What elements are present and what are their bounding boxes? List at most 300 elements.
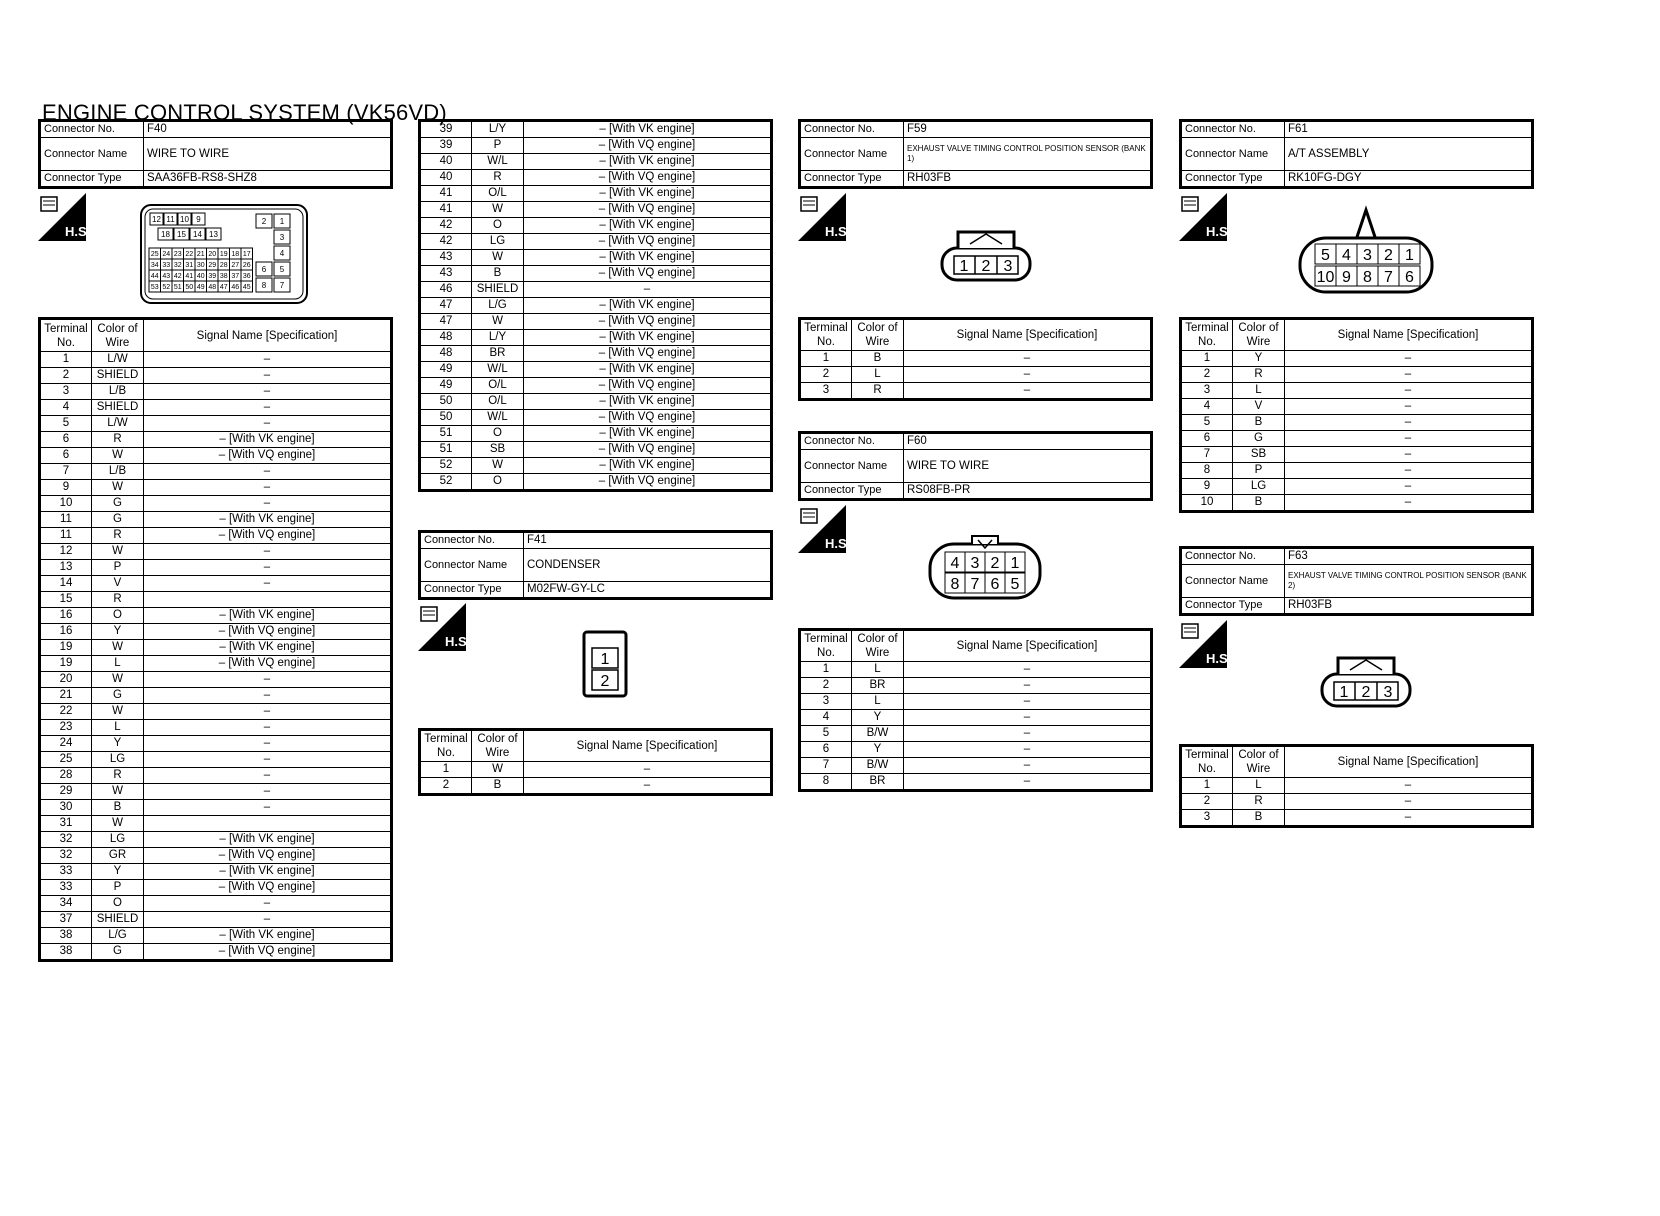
table-row — [420, 426, 772, 442]
terminal-no-header: Terminal No. — [420, 730, 472, 762]
signal-name-cell: – — [904, 694, 1152, 710]
terminal-no-cell: 22 — [40, 704, 92, 720]
signal-name-cell: – — [144, 800, 392, 816]
terminal-no-header: Terminal No. — [1181, 746, 1233, 778]
wire-color-cell: P — [1233, 463, 1285, 479]
signal-name-cell: – — [1285, 367, 1533, 383]
table-row — [40, 368, 392, 384]
pin-2: 2 — [981, 258, 991, 275]
table-row — [1181, 431, 1533, 447]
terminal-no-cell: 3 — [1181, 383, 1233, 399]
pin-number: 25 — [150, 251, 159, 259]
wire-color-cell: W — [92, 784, 144, 800]
table-row — [40, 544, 392, 560]
f63-rows — [1181, 778, 1533, 827]
signal-name-cell: – [With VK engine] — [144, 864, 392, 880]
f60-info-table — [798, 431, 1153, 501]
table-row — [420, 218, 772, 234]
table-row — [40, 656, 392, 672]
wire-color-cell: L/W — [92, 352, 144, 368]
table-row — [420, 346, 772, 362]
pin-number: 36 — [242, 273, 251, 281]
wire-color-cell: R — [1233, 794, 1285, 810]
hs-icon — [1179, 193, 1232, 241]
wire-color-cell: B — [472, 266, 524, 282]
table-row — [40, 816, 392, 832]
f40-cont-section — [418, 119, 770, 492]
table-row — [420, 121, 772, 138]
terminal-no-cell: 2 — [800, 678, 852, 694]
table-row — [40, 592, 392, 608]
table-row — [420, 314, 772, 330]
wire-color-cell: G — [92, 944, 144, 961]
pin-number: 41 — [185, 273, 194, 281]
pin-1: 1 — [959, 258, 969, 275]
pin-number: 34 — [150, 262, 159, 270]
wire-color-cell: B — [1233, 810, 1285, 827]
table-row — [40, 880, 392, 896]
pin-1: 1 — [600, 651, 610, 668]
terminal-no-cell: 8 — [1181, 463, 1233, 479]
wire-color-cell: B — [1233, 415, 1285, 431]
signal-name-cell: – [With VK engine] — [144, 928, 392, 944]
signal-name-cell: – — [144, 704, 392, 720]
wire-color-cell: R — [852, 383, 904, 400]
pin-number: 2 — [1384, 246, 1393, 264]
table-row — [420, 474, 772, 491]
pin-number: 30 — [196, 262, 205, 270]
pin-number: 8 — [1363, 268, 1372, 286]
connector-name-value: CONDENSER — [524, 549, 772, 582]
f59-connector-face — [940, 226, 1032, 284]
connector-no-value: F41 — [524, 532, 772, 549]
terminal-no-cell: 5 — [40, 416, 92, 432]
signal-name-cell: – [With VK engine] — [144, 640, 392, 656]
table-row — [420, 362, 772, 378]
hs-label: H.S. — [1206, 224, 1232, 239]
table-row — [40, 720, 392, 736]
wire-color-cell: SB — [1233, 447, 1285, 463]
wire-color-cell: L/B — [92, 464, 144, 480]
terminal-no-cell: 33 — [40, 880, 92, 896]
signal-name-cell: – — [904, 774, 1152, 791]
table-row — [40, 704, 392, 720]
table-row — [40, 496, 392, 512]
wire-color-cell: G — [92, 496, 144, 512]
signal-name-cell: – [With VK engine] — [524, 154, 772, 170]
terminal-no-cell: 3 — [40, 384, 92, 400]
table-row — [800, 678, 1152, 694]
f61-terminal-section — [1179, 317, 1531, 513]
terminal-no-cell: 19 — [40, 640, 92, 656]
pin-number: 8 — [261, 280, 267, 290]
pin-number: 9 — [196, 214, 201, 224]
page-title: ENGINE CONTROL SYSTEM (VK56VD) — [42, 100, 447, 125]
signal-name-cell: – — [524, 282, 772, 298]
table-row — [40, 352, 392, 368]
pin-number: 42 — [173, 273, 182, 281]
terminal-no-header: Terminal No. — [1181, 319, 1233, 351]
terminal-no-cell: 1 — [420, 762, 472, 778]
terminal-no-cell: 9 — [40, 480, 92, 496]
pin-number: 53 — [150, 284, 159, 292]
table-row — [800, 758, 1152, 774]
table-row — [40, 480, 392, 496]
wire-color-cell: Y — [92, 624, 144, 640]
pin-number: 4 — [279, 248, 285, 258]
table-row — [420, 282, 772, 298]
pin-number: 5 — [1010, 575, 1020, 593]
pin-number: 5 — [279, 264, 285, 274]
wire-color-cell: W — [92, 704, 144, 720]
signal-name-cell: – [With VK engine] — [524, 426, 772, 442]
pin-number: 29 — [208, 262, 217, 270]
signal-name-cell: – [With VQ engine] — [524, 314, 772, 330]
f59-terminal-table — [798, 317, 1153, 401]
pin-number: 11 — [166, 214, 175, 224]
terminal-no-cell: 48 — [420, 330, 472, 346]
pin-number: 21 — [196, 251, 205, 259]
wire-color-cell: O — [472, 474, 524, 491]
table-row — [40, 608, 392, 624]
signal-name-cell: – — [1285, 431, 1533, 447]
terminal-no-cell: 29 — [40, 784, 92, 800]
f41-section — [418, 530, 770, 600]
pin-number: 6 — [261, 264, 267, 274]
table-row — [800, 694, 1152, 710]
connector-no-label: Connector No. — [1181, 548, 1285, 565]
terminal-no-cell: 3 — [800, 383, 852, 400]
wire-color-cell: V — [92, 576, 144, 592]
wire-color-cell: B/W — [852, 726, 904, 742]
pin-3: 3 — [1383, 684, 1393, 701]
terminal-no-cell: 49 — [420, 378, 472, 394]
table-row — [1181, 463, 1533, 479]
signal-name-cell: – — [144, 368, 392, 384]
color-of-wire-header: Color of Wire — [852, 630, 904, 662]
terminal-no-cell: 3 — [800, 694, 852, 710]
pin-number: 47 — [219, 284, 228, 292]
wire-color-cell: W/L — [472, 154, 524, 170]
pin-number: 50 — [185, 284, 194, 292]
connector-no-label: Connector No. — [800, 121, 904, 138]
color-of-wire-header: Color of Wire — [472, 730, 524, 762]
connector-name-label: Connector Name — [40, 138, 144, 171]
terminal-no-cell: 7 — [40, 464, 92, 480]
signal-name-cell: – [With VK engine] — [524, 394, 772, 410]
terminal-no-cell: 4 — [800, 710, 852, 726]
wire-color-cell: SHIELD — [92, 400, 144, 416]
connector-type-label: Connector Type — [800, 483, 904, 500]
pin-number: 3 — [1363, 246, 1372, 264]
terminal-no-cell: 6 — [800, 742, 852, 758]
terminal-no-cell: 1 — [800, 351, 852, 367]
wire-color-cell: B — [1233, 495, 1285, 512]
wire-color-cell: W — [92, 672, 144, 688]
f63-terminal-table — [1179, 744, 1534, 828]
wire-color-cell: W/L — [472, 362, 524, 378]
pin-number: 39 — [208, 273, 217, 281]
pin-3: 3 — [1003, 258, 1013, 275]
signal-name-cell: – — [904, 758, 1152, 774]
pin-number: 17 — [242, 251, 251, 259]
f60-connector-face — [928, 534, 1042, 600]
pin-number: 9 — [1342, 268, 1351, 286]
pin-number: 1 — [1405, 246, 1414, 264]
connector-no-value: F60 — [904, 433, 1152, 450]
f63-info-table — [1179, 546, 1534, 616]
signal-name-cell: – — [1285, 351, 1533, 367]
terminal-no-cell: 12 — [40, 544, 92, 560]
hs-label: H.S. — [65, 224, 91, 239]
terminal-no-cell: 2 — [800, 367, 852, 383]
signal-name-cell: – — [1285, 399, 1533, 415]
connector-type-label: Connector Type — [40, 171, 144, 188]
wire-color-cell: L — [92, 720, 144, 736]
wire-color-cell: R — [92, 592, 144, 608]
wire-color-cell: L/Y — [472, 121, 524, 138]
table-row — [1181, 383, 1533, 399]
table-row — [800, 662, 1152, 678]
f61-info-table — [1179, 119, 1534, 189]
table-row — [1181, 447, 1533, 463]
wire-color-cell: W — [472, 314, 524, 330]
pin-number: 26 — [242, 262, 251, 270]
pin-number: 14 — [193, 229, 202, 239]
f41-connector-face — [582, 630, 630, 700]
signal-name-cell — [144, 592, 392, 608]
pin-number: 3 — [279, 232, 285, 242]
signal-name-cell: – — [144, 688, 392, 704]
connector-name-label: Connector Name — [1181, 138, 1285, 171]
table-row — [40, 432, 392, 448]
wire-color-cell: W — [92, 640, 144, 656]
table-row — [420, 250, 772, 266]
connector-type-value: RK10FG-DGY — [1285, 171, 1533, 188]
signal-name-cell: – [With VK engine] — [144, 512, 392, 528]
table-row — [1181, 367, 1533, 383]
table-row — [1181, 351, 1533, 367]
pin-number: 48 — [208, 284, 217, 292]
wire-color-cell: W — [92, 480, 144, 496]
connector-type-value: SAA36FB-RS8-SHZ8 — [144, 171, 392, 188]
signal-name-cell: – — [144, 496, 392, 512]
terminal-no-cell: 9 — [1181, 479, 1233, 495]
table-row — [800, 383, 1152, 400]
signal-name-header: Signal Name [Specification] — [1285, 319, 1533, 351]
terminal-no-cell: 30 — [40, 800, 92, 816]
terminal-no-cell: 11 — [40, 528, 92, 544]
pin-number: 46 — [231, 284, 240, 292]
terminal-no-cell: 49 — [420, 362, 472, 378]
terminal-no-cell: 8 — [800, 774, 852, 791]
hs-label: H.S. — [825, 224, 851, 239]
terminal-no-cell: 2 — [40, 368, 92, 384]
wire-color-cell: R — [1233, 367, 1285, 383]
wire-color-cell: O/L — [472, 378, 524, 394]
color-of-wire-header: Color of Wire — [852, 319, 904, 351]
table-row — [40, 576, 392, 592]
table-row — [420, 202, 772, 218]
terminal-no-cell: 6 — [40, 448, 92, 464]
wire-color-cell: O/L — [472, 394, 524, 410]
connector-name-label: Connector Name — [420, 549, 524, 582]
f59-rows — [800, 351, 1152, 400]
wire-color-cell: SHIELD — [92, 912, 144, 928]
color-of-wire-header: Color of Wire — [1233, 746, 1285, 778]
signal-name-cell: – — [144, 912, 392, 928]
signal-name-cell: – — [904, 351, 1152, 367]
terminal-no-cell: 51 — [420, 442, 472, 458]
signal-name-cell: – — [144, 352, 392, 368]
pin-number: 31 — [185, 262, 194, 270]
f59-section — [798, 119, 1150, 189]
table-row — [420, 266, 772, 282]
terminal-no-cell: 2 — [420, 778, 472, 795]
table-row — [40, 944, 392, 961]
wire-color-cell: L — [1233, 383, 1285, 399]
wire-color-cell: LG — [92, 752, 144, 768]
wire-color-cell: L — [852, 694, 904, 710]
terminal-no-cell: 32 — [40, 832, 92, 848]
table-row — [40, 528, 392, 544]
terminal-no-cell: 46 — [420, 282, 472, 298]
signal-name-cell: – — [144, 752, 392, 768]
signal-name-cell: – — [904, 383, 1152, 400]
wire-color-cell: W/L — [472, 410, 524, 426]
signal-name-cell: – [With VK engine] — [524, 458, 772, 474]
table-row — [40, 624, 392, 640]
signal-name-cell: – — [524, 762, 772, 778]
pin-number: 49 — [196, 284, 205, 292]
table-row — [40, 672, 392, 688]
terminal-no-cell: 34 — [40, 896, 92, 912]
signal-name-cell: – [With VQ engine] — [524, 234, 772, 250]
signal-name-cell: – [With VQ engine] — [144, 656, 392, 672]
pin-number: 22 — [185, 251, 194, 259]
table-row — [420, 234, 772, 250]
terminal-no-cell: 50 — [420, 394, 472, 410]
terminal-no-cell: 47 — [420, 298, 472, 314]
terminal-no-cell: 43 — [420, 250, 472, 266]
f60-terminal-table — [798, 628, 1153, 792]
pin-number: 4 — [1342, 246, 1351, 264]
pin-number: 24 — [162, 251, 171, 259]
signal-name-cell: – — [144, 768, 392, 784]
f61-terminal-table — [1179, 317, 1534, 513]
terminal-no-cell: 20 — [40, 672, 92, 688]
hs-icon — [1179, 620, 1232, 668]
terminal-no-cell: 19 — [40, 656, 92, 672]
table-row — [40, 784, 392, 800]
wire-color-cell: G — [92, 688, 144, 704]
connector-name-value: EXHAUST VALVE TIMING CONTROL POSITION SENSOR (BANK 2) — [1285, 565, 1533, 598]
pin-number: 7 — [279, 280, 285, 290]
table-row — [420, 170, 772, 186]
pin-number: 19 — [219, 251, 228, 259]
terminal-no-cell: 38 — [40, 928, 92, 944]
wire-color-cell: V — [1233, 399, 1285, 415]
wire-color-cell: G — [1233, 431, 1285, 447]
table-row — [40, 768, 392, 784]
terminal-no-cell: 23 — [40, 720, 92, 736]
wire-color-cell: P — [92, 560, 144, 576]
connector-type-label: Connector Type — [1181, 171, 1285, 188]
wire-color-cell: GR — [92, 848, 144, 864]
f60-section — [798, 431, 1150, 501]
f61-section — [1179, 119, 1531, 189]
table-row — [800, 367, 1152, 383]
wire-color-cell: BR — [472, 346, 524, 362]
pin-number: 7 — [1384, 268, 1393, 286]
pin-number: 10 — [1316, 268, 1335, 286]
pin-number: 6 — [1405, 268, 1414, 286]
signal-name-cell: – [With VK engine] — [144, 432, 392, 448]
table-row — [1181, 794, 1533, 810]
pin-number: 32 — [173, 262, 182, 270]
connector-no-value: F40 — [144, 121, 392, 138]
table-row — [420, 458, 772, 474]
connector-type-label: Connector Type — [1181, 598, 1285, 615]
f63-terminal-section — [1179, 744, 1531, 828]
table-row — [1181, 778, 1533, 794]
terminal-no-cell: 52 — [420, 474, 472, 491]
table-row — [40, 800, 392, 816]
terminal-no-header: Terminal No. — [40, 319, 92, 352]
table-row — [420, 442, 772, 458]
pin-number: 18 — [231, 251, 240, 259]
hs-icon — [798, 505, 851, 553]
wire-color-cell: Y — [852, 742, 904, 758]
signal-name-cell: – [With VQ engine] — [524, 202, 772, 218]
pin-number: 3 — [970, 554, 980, 572]
table-row — [40, 416, 392, 432]
pin-number: 6 — [990, 575, 1000, 593]
terminal-no-cell: 50 — [420, 410, 472, 426]
signal-name-cell: – [With VK engine] — [524, 362, 772, 378]
table-row — [420, 762, 772, 778]
signal-name-cell: – — [144, 544, 392, 560]
terminal-no-cell: 51 — [420, 426, 472, 442]
signal-name-header: Signal Name [Specification] — [524, 730, 772, 762]
signal-name-cell: – — [904, 726, 1152, 742]
table-row — [40, 640, 392, 656]
f40-cont-terminal-table — [418, 119, 773, 492]
signal-name-cell: – [With VK engine] — [524, 330, 772, 346]
f63-connector-face — [1320, 652, 1412, 710]
connector-type-label: Connector Type — [420, 582, 524, 599]
wire-color-cell: W — [92, 816, 144, 832]
wire-color-cell: SHIELD — [472, 282, 524, 298]
terminal-no-cell: 1 — [40, 352, 92, 368]
table-row — [420, 298, 772, 314]
table-row — [40, 464, 392, 480]
terminal-no-cell: 15 — [40, 592, 92, 608]
terminal-no-cell: 13 — [40, 560, 92, 576]
table-row — [40, 848, 392, 864]
f63-section — [1179, 546, 1531, 616]
terminal-no-cell: 2 — [1181, 367, 1233, 383]
pin-number: 38 — [219, 273, 228, 281]
terminal-no-cell: 33 — [40, 864, 92, 880]
terminal-no-cell: 52 — [420, 458, 472, 474]
wire-color-cell: Y — [92, 736, 144, 752]
signal-name-cell: – — [1285, 447, 1533, 463]
table-row — [40, 560, 392, 576]
signal-name-cell: – — [144, 400, 392, 416]
pin-number: 40 — [196, 273, 205, 281]
wire-color-cell: L — [852, 662, 904, 678]
